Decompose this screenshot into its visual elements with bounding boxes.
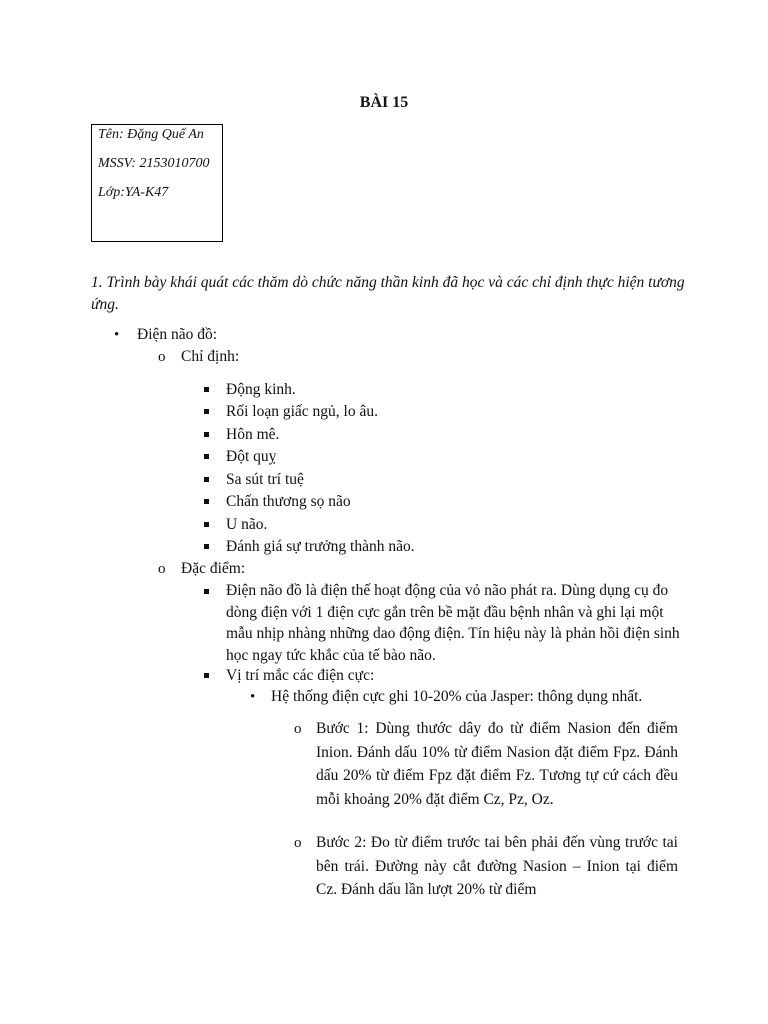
indication-item: Hôn mê. bbox=[226, 426, 280, 443]
bullet-marker: • bbox=[250, 689, 256, 705]
indication-item: Đột quỵ bbox=[226, 448, 277, 465]
system-description: Hệ thống điện cực ghi 10-20% của Jasper: thông dụng nhất. bbox=[271, 688, 643, 705]
square-marker bbox=[204, 673, 209, 678]
features-label: Đặc điểm: bbox=[181, 560, 246, 577]
section-eeg: Điện não đồ: bbox=[137, 326, 218, 343]
indication-label: Chỉ định: bbox=[181, 348, 240, 365]
indication-item: Chấn thương sọ não bbox=[226, 493, 351, 510]
step-1: Bước 1: Dùng thước dây đo từ điểm Nasion đến điểm Inion. Đánh dấu 10% từ điểm Nasion đặt điểm Fpz. Đánh dấu 20% từ điểm Fpz đặt điểm Fz. Tương tự cứ cách đều mỗi khoảng 20% đặt điểm Cz, Pz, Oz. bbox=[316, 720, 678, 808]
square-marker bbox=[204, 522, 209, 527]
indication-item: Đánh giá sự trưởng thành não. bbox=[226, 538, 415, 555]
circle-marker: o bbox=[158, 561, 166, 577]
circle-marker: o bbox=[158, 349, 166, 365]
question-1: 1. Trình bày khái quát các thăm dò chức năng thần kinh đã học và các chỉ định thực hiện tương ứng. bbox=[91, 274, 685, 313]
bullet-marker: • bbox=[114, 327, 120, 343]
square-marker bbox=[204, 387, 209, 392]
circle-marker: o bbox=[294, 835, 302, 851]
student-id: MSSV: 2153010700 bbox=[98, 156, 210, 171]
square-marker bbox=[204, 432, 209, 437]
student-name: Tên: Đặng Quế An bbox=[98, 127, 204, 142]
student-info-box bbox=[91, 124, 223, 242]
square-marker bbox=[204, 499, 209, 504]
electrode-position: Vị trí mắc các điện cực: bbox=[226, 667, 375, 684]
indication-item: U não. bbox=[226, 516, 268, 533]
circle-marker: o bbox=[294, 721, 302, 737]
square-marker bbox=[204, 544, 209, 549]
document-title: BÀI 15 bbox=[359, 94, 409, 111]
square-marker bbox=[204, 477, 209, 482]
indication-item: Rối loạn giấc ngủ, lo âu. bbox=[226, 403, 378, 420]
square-marker bbox=[204, 454, 209, 459]
indication-item: Sa sút trí tuệ bbox=[226, 471, 304, 488]
square-marker bbox=[204, 589, 209, 594]
square-marker bbox=[204, 409, 209, 414]
student-class: Lớp:YA-K47 bbox=[98, 185, 169, 200]
step-2: Bước 2: Đo từ điểm trước tai bên phải đến vùng trước tai bên trái. Đường này cắt đường Nasion – Inion tại điểm Cz. Đánh dấu lần lượt 20% từ điểm bbox=[316, 834, 678, 898]
indication-item: Động kinh. bbox=[226, 381, 296, 398]
feature-description: Điện não đồ là điện thế hoạt động của vỏ não phát ra. Dùng dụng cụ đo dòng điện với 1 điện cực gắn trên bề mặt đầu bệnh nhân và ghi lại một mẫu nhịp nhàng những dao động điện. Tín hiệu này là phản hồi điện sinh học ngay tức khắc của tế bào não. bbox=[226, 582, 680, 664]
